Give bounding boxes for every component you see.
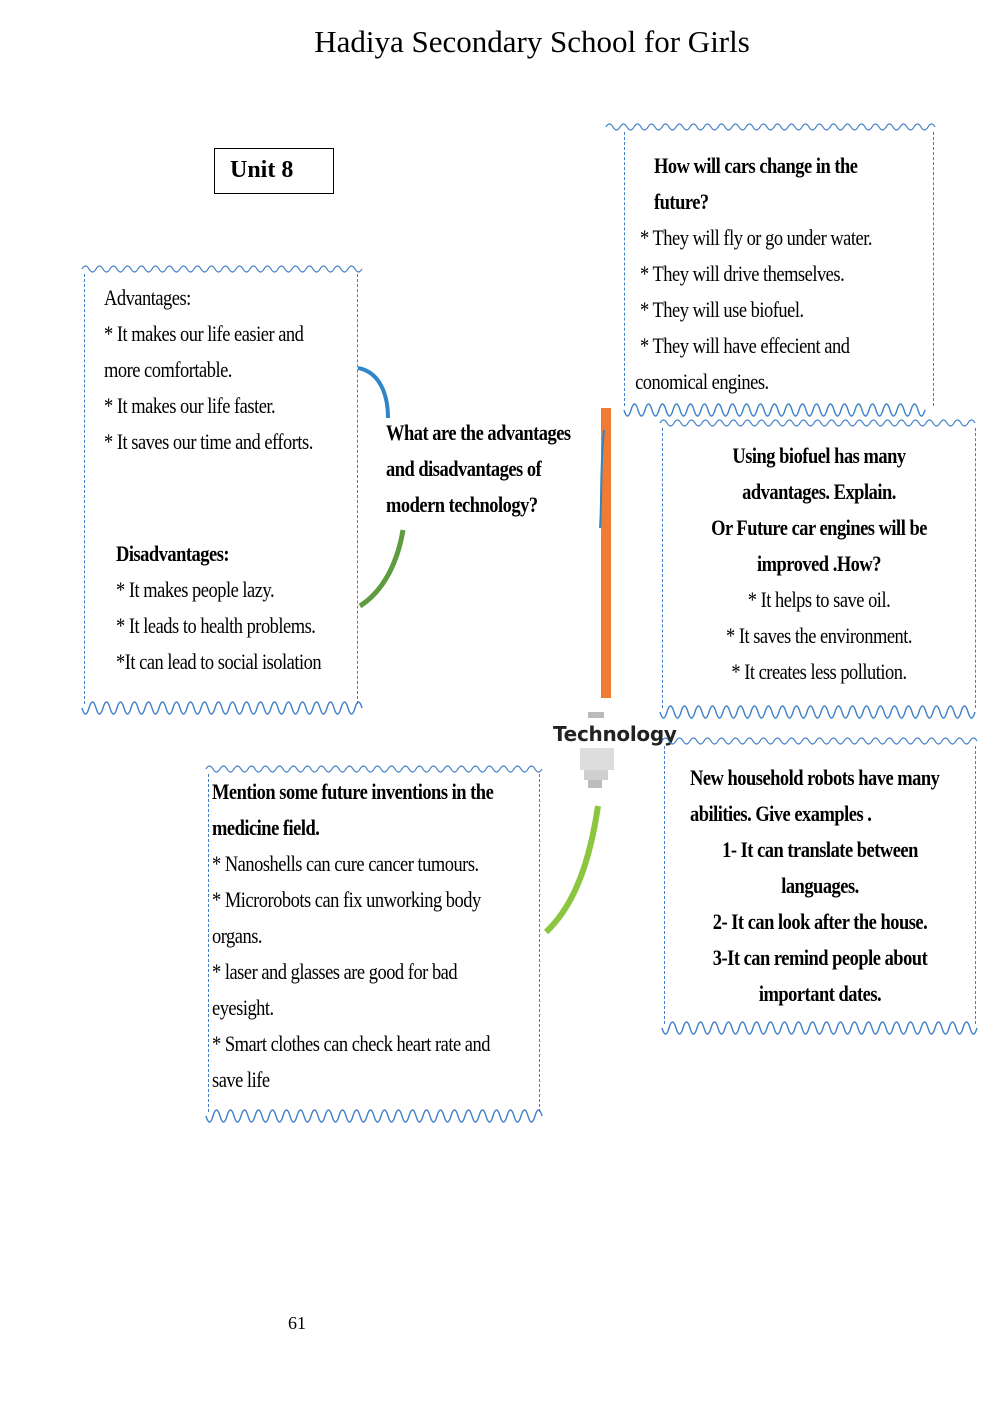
card-top-border <box>660 416 978 430</box>
advantages-line: more comfortable. <box>104 357 232 382</box>
robots-answer-line: languages. <box>781 873 859 898</box>
connector-advantages <box>358 368 388 418</box>
card-bottom-border <box>662 1024 978 1038</box>
robots-answer-line: 2- It can look after the house. <box>712 909 928 934</box>
school-title: Hadiya Secondary School for Girls <box>314 24 750 59</box>
cars-answer-line: conomical engines. <box>635 369 769 394</box>
cars-question-line: How will cars change in the <box>654 153 858 178</box>
card-top-border <box>606 120 936 134</box>
cars-answer-line: * They will fly or go under water. <box>640 225 872 250</box>
central-question-line: What are the advantages <box>386 420 571 445</box>
medicine-answer-line: * Smart clothes can check heart rate and <box>212 1031 490 1056</box>
card-top-border <box>82 262 360 276</box>
biofuel-answer-line: * It helps to save oil. <box>747 587 891 612</box>
advantages-line: * It makes our life faster. <box>104 393 276 418</box>
medicine-answer-line: save life <box>212 1067 270 1092</box>
disadvantages-heading: Disadvantages: <box>116 541 230 566</box>
robots-answer-line: important dates. <box>758 981 882 1006</box>
connector-medicine <box>546 806 598 932</box>
advantages-heading: Advantages: <box>104 285 191 310</box>
card-bottom-border <box>206 1112 542 1126</box>
medicine-answer-line: eyesight. <box>212 995 274 1020</box>
card-bottom-border <box>660 708 978 722</box>
disadvantages-line: * It leads to health problems. <box>116 613 316 638</box>
biofuel-question-line: improved .How? <box>757 551 881 576</box>
biofuel-question-line: advantages. Explain. <box>742 479 896 504</box>
cars-card <box>606 120 936 420</box>
advantages-card <box>82 262 360 718</box>
robots-answer-line: 3-It can remind people about <box>712 945 928 970</box>
robots-question-line: abilities. Give examples . <box>690 801 872 826</box>
medicine-question-line: Mention some future inventions in the <box>212 779 494 804</box>
card-top-border <box>662 734 978 748</box>
biofuel-card <box>660 416 978 722</box>
cars-answer-line: * They will drive themselves. <box>640 261 845 286</box>
medicine-answer-line: * Nanoshells can cure cancer tumours. <box>212 851 479 876</box>
connector-disadvantages <box>360 530 403 606</box>
disadvantages-line: * It makes people lazy. <box>116 577 275 602</box>
biofuel-question-line: Using biofuel has many <box>732 443 906 468</box>
central-question-line: and disadvantages of <box>386 456 542 481</box>
medicine-card <box>206 762 542 1126</box>
biofuel-answer-line: * It creates less pollution. <box>731 659 907 684</box>
central-question-line: modern technology? <box>386 492 538 517</box>
cars-question-line: future? <box>654 189 709 214</box>
cars-answer-line: * They will have effecient and <box>640 333 850 358</box>
disadvantages-line: *It can lead to social isolation <box>116 649 322 674</box>
advantages-line: * It saves our time and efforts. <box>104 429 313 454</box>
medicine-answer-line: * laser and glasses are good for bad <box>212 959 458 984</box>
medicine-answer-line: organs. <box>212 923 263 948</box>
advantages-line: * It makes our life easier and <box>104 321 304 346</box>
page-number: 61 <box>288 1313 306 1333</box>
robots-card <box>662 734 978 1038</box>
robots-answer-line: 1- It can translate between <box>722 837 918 862</box>
central-question <box>386 415 571 523</box>
unit-label: Unit 8 <box>214 148 334 194</box>
technology-hub-label: Technology <box>553 722 677 746</box>
biofuel-answer-line: * It saves the environment. <box>725 623 913 648</box>
cars-answer-line: * They will use biofuel. <box>640 297 804 322</box>
card-bottom-border <box>82 704 360 718</box>
medicine-answer-line: * Microrobots can fix unworking body <box>212 887 481 912</box>
robots-question-line: New household robots have many <box>690 765 940 790</box>
medicine-question-line: medicine field. <box>212 815 320 840</box>
biofuel-question-line: Or Future car engines will be <box>711 515 927 540</box>
